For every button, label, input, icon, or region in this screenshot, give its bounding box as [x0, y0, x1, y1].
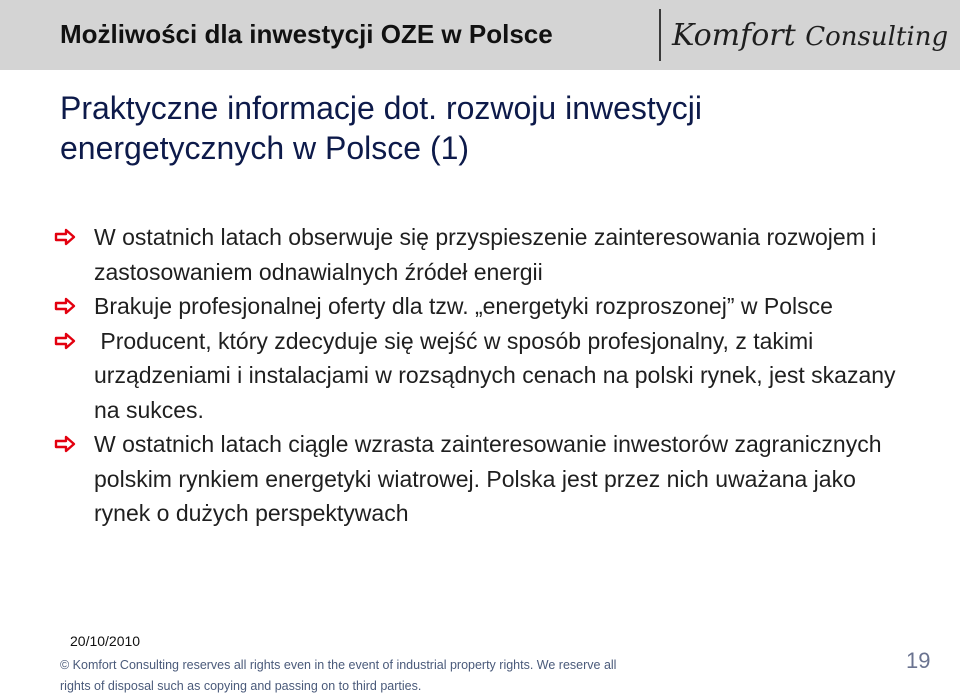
- page-number: 19: [906, 648, 931, 673]
- header-divider: [659, 9, 661, 61]
- bullet-text: W ostatnich latach obserwuje się przyspieszenie zainteresowania rozwojem i zastosowaniem odnawialnych źródeł energii: [94, 224, 877, 285]
- bullet-list: [54, 220, 914, 531]
- bullet-item: [54, 289, 914, 324]
- brand-name-part2: Consulting: [805, 22, 949, 52]
- red-arrow-icon: [54, 296, 76, 316]
- bullet-text: Brakuje profesjonalnej oferty dla tzw. „energetyki rozproszonej” w Polsce: [94, 293, 833, 319]
- bullet-item: [54, 427, 914, 531]
- red-arrow-icon: [54, 434, 76, 454]
- slide-title: Praktyczne informacje dot. rozwoju inwestycji energetycznych w Polsce (1): [60, 90, 703, 166]
- header-title: Możliwości dla inwestycji OZE w Polsce: [60, 19, 553, 49]
- bullet-item: [54, 220, 914, 289]
- bullet-text: Producent, który zdecyduje się wejść w sposób profesjonalny, z takimi urządzeniami i instalacjami w rozsądnych cenach na polski rynek, jest skazany na sukces.: [94, 327, 902, 423]
- bullet-item: [54, 324, 914, 428]
- brand-name-part1: Komfort: [672, 18, 796, 53]
- brand-logo: [672, 18, 948, 53]
- red-arrow-icon: [54, 331, 76, 351]
- footer-date: 20/10/2010: [70, 633, 141, 649]
- red-arrow-icon: [54, 227, 76, 247]
- bullet-text: W ostatnich latach ciągle wzrasta zainteresowanie inwestorów zagranicznych polskim rynkiem energetyki wiatrowej. Polska jest przez nich uważana jako rynek o dużych perspektywach: [94, 431, 882, 526]
- footer-copyright: © Komfort Consulting reserves all rights even in the event of industrial property rights. We reserve all rights of disposal such as copying and passing on to third parties.: [60, 658, 617, 693]
